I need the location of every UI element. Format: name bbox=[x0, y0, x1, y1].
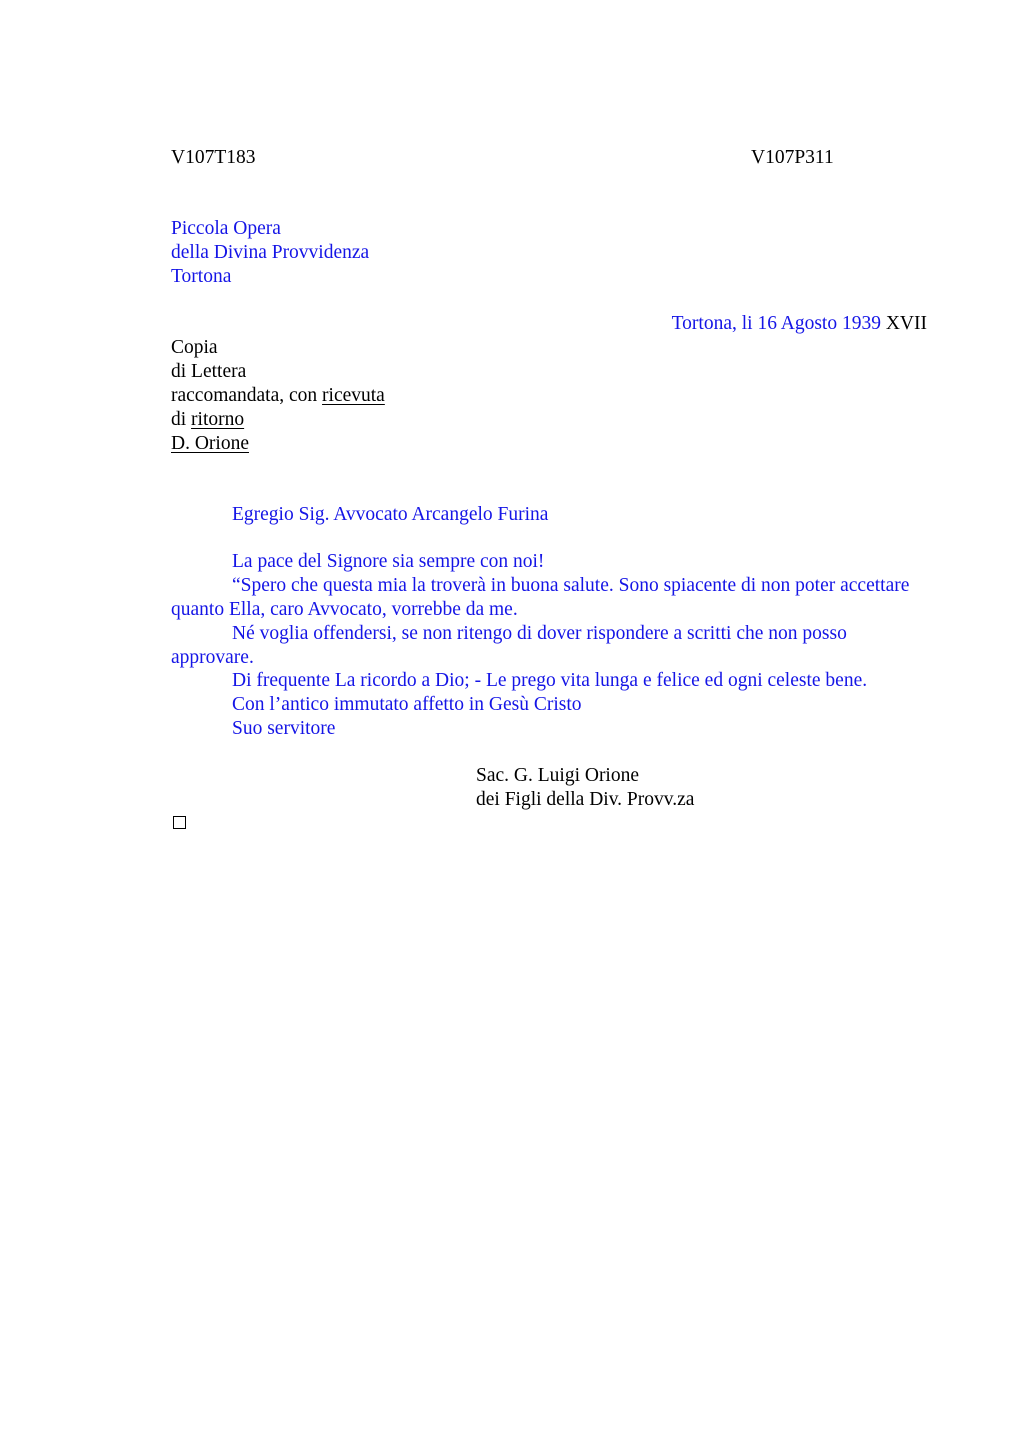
letterhead-line-1: Piccola Opera bbox=[171, 218, 281, 239]
note-line-3 bbox=[171, 384, 385, 408]
letterhead-line-3: Tortona bbox=[171, 266, 232, 287]
signature-line-1: Sac. G. Luigi Orione bbox=[476, 765, 640, 786]
signature-line-2: dei Figli della Div. Provv.za bbox=[476, 789, 695, 810]
note-author: D. Orione bbox=[171, 433, 249, 454]
note-line-4-prefix: di bbox=[171, 409, 192, 430]
letterhead-line-2: della Divina Provvidenza bbox=[171, 242, 370, 263]
note-line-1: Copia bbox=[171, 337, 218, 358]
document-code-right: V107P311 bbox=[751, 147, 834, 168]
note-line-4 bbox=[171, 408, 244, 432]
paragraph-2-text: Né voglia offendersi, se non ritengo di dover rispondere a scritti che non posso approvare. bbox=[171, 623, 847, 668]
paragraph-1 bbox=[171, 574, 911, 622]
note-ritorno: ritorno bbox=[191, 409, 245, 430]
salutation: Egregio Sig. Avvocato Arcangelo Furina bbox=[232, 504, 549, 525]
closing-line-2: Suo servitore bbox=[232, 718, 336, 739]
greeting: La pace del Signore sia sempre con noi! bbox=[232, 551, 545, 572]
paragraph-3: Di frequente La ricordo a Dio; - Le prego vita lunga e felice ed ogni celeste bene. bbox=[232, 670, 868, 691]
note-line-2: di Lettera bbox=[171, 361, 247, 382]
note-ricevuta: ricevuta bbox=[322, 385, 385, 406]
note-line-3-prefix: raccomandata, con bbox=[171, 385, 323, 406]
end-marker-box bbox=[173, 816, 186, 829]
note-line-5 bbox=[171, 432, 249, 456]
era-year: XVII bbox=[885, 313, 927, 334]
closing-line-1: Con l’antico immutato affetto in Gesù Cristo bbox=[232, 694, 582, 715]
place-date: Tortona, li 16 Agosto 1939 bbox=[671, 313, 881, 334]
document-code-left: V107T183 bbox=[171, 147, 256, 168]
date-line bbox=[672, 312, 927, 336]
paragraph-2 bbox=[171, 622, 911, 670]
paragraph-1-text: “Spero che questa mia la troverà in buona salute. Sono spiacente di non poter accettare quanto Ella, caro Avvocato, vorrebbe da me. bbox=[171, 575, 910, 620]
